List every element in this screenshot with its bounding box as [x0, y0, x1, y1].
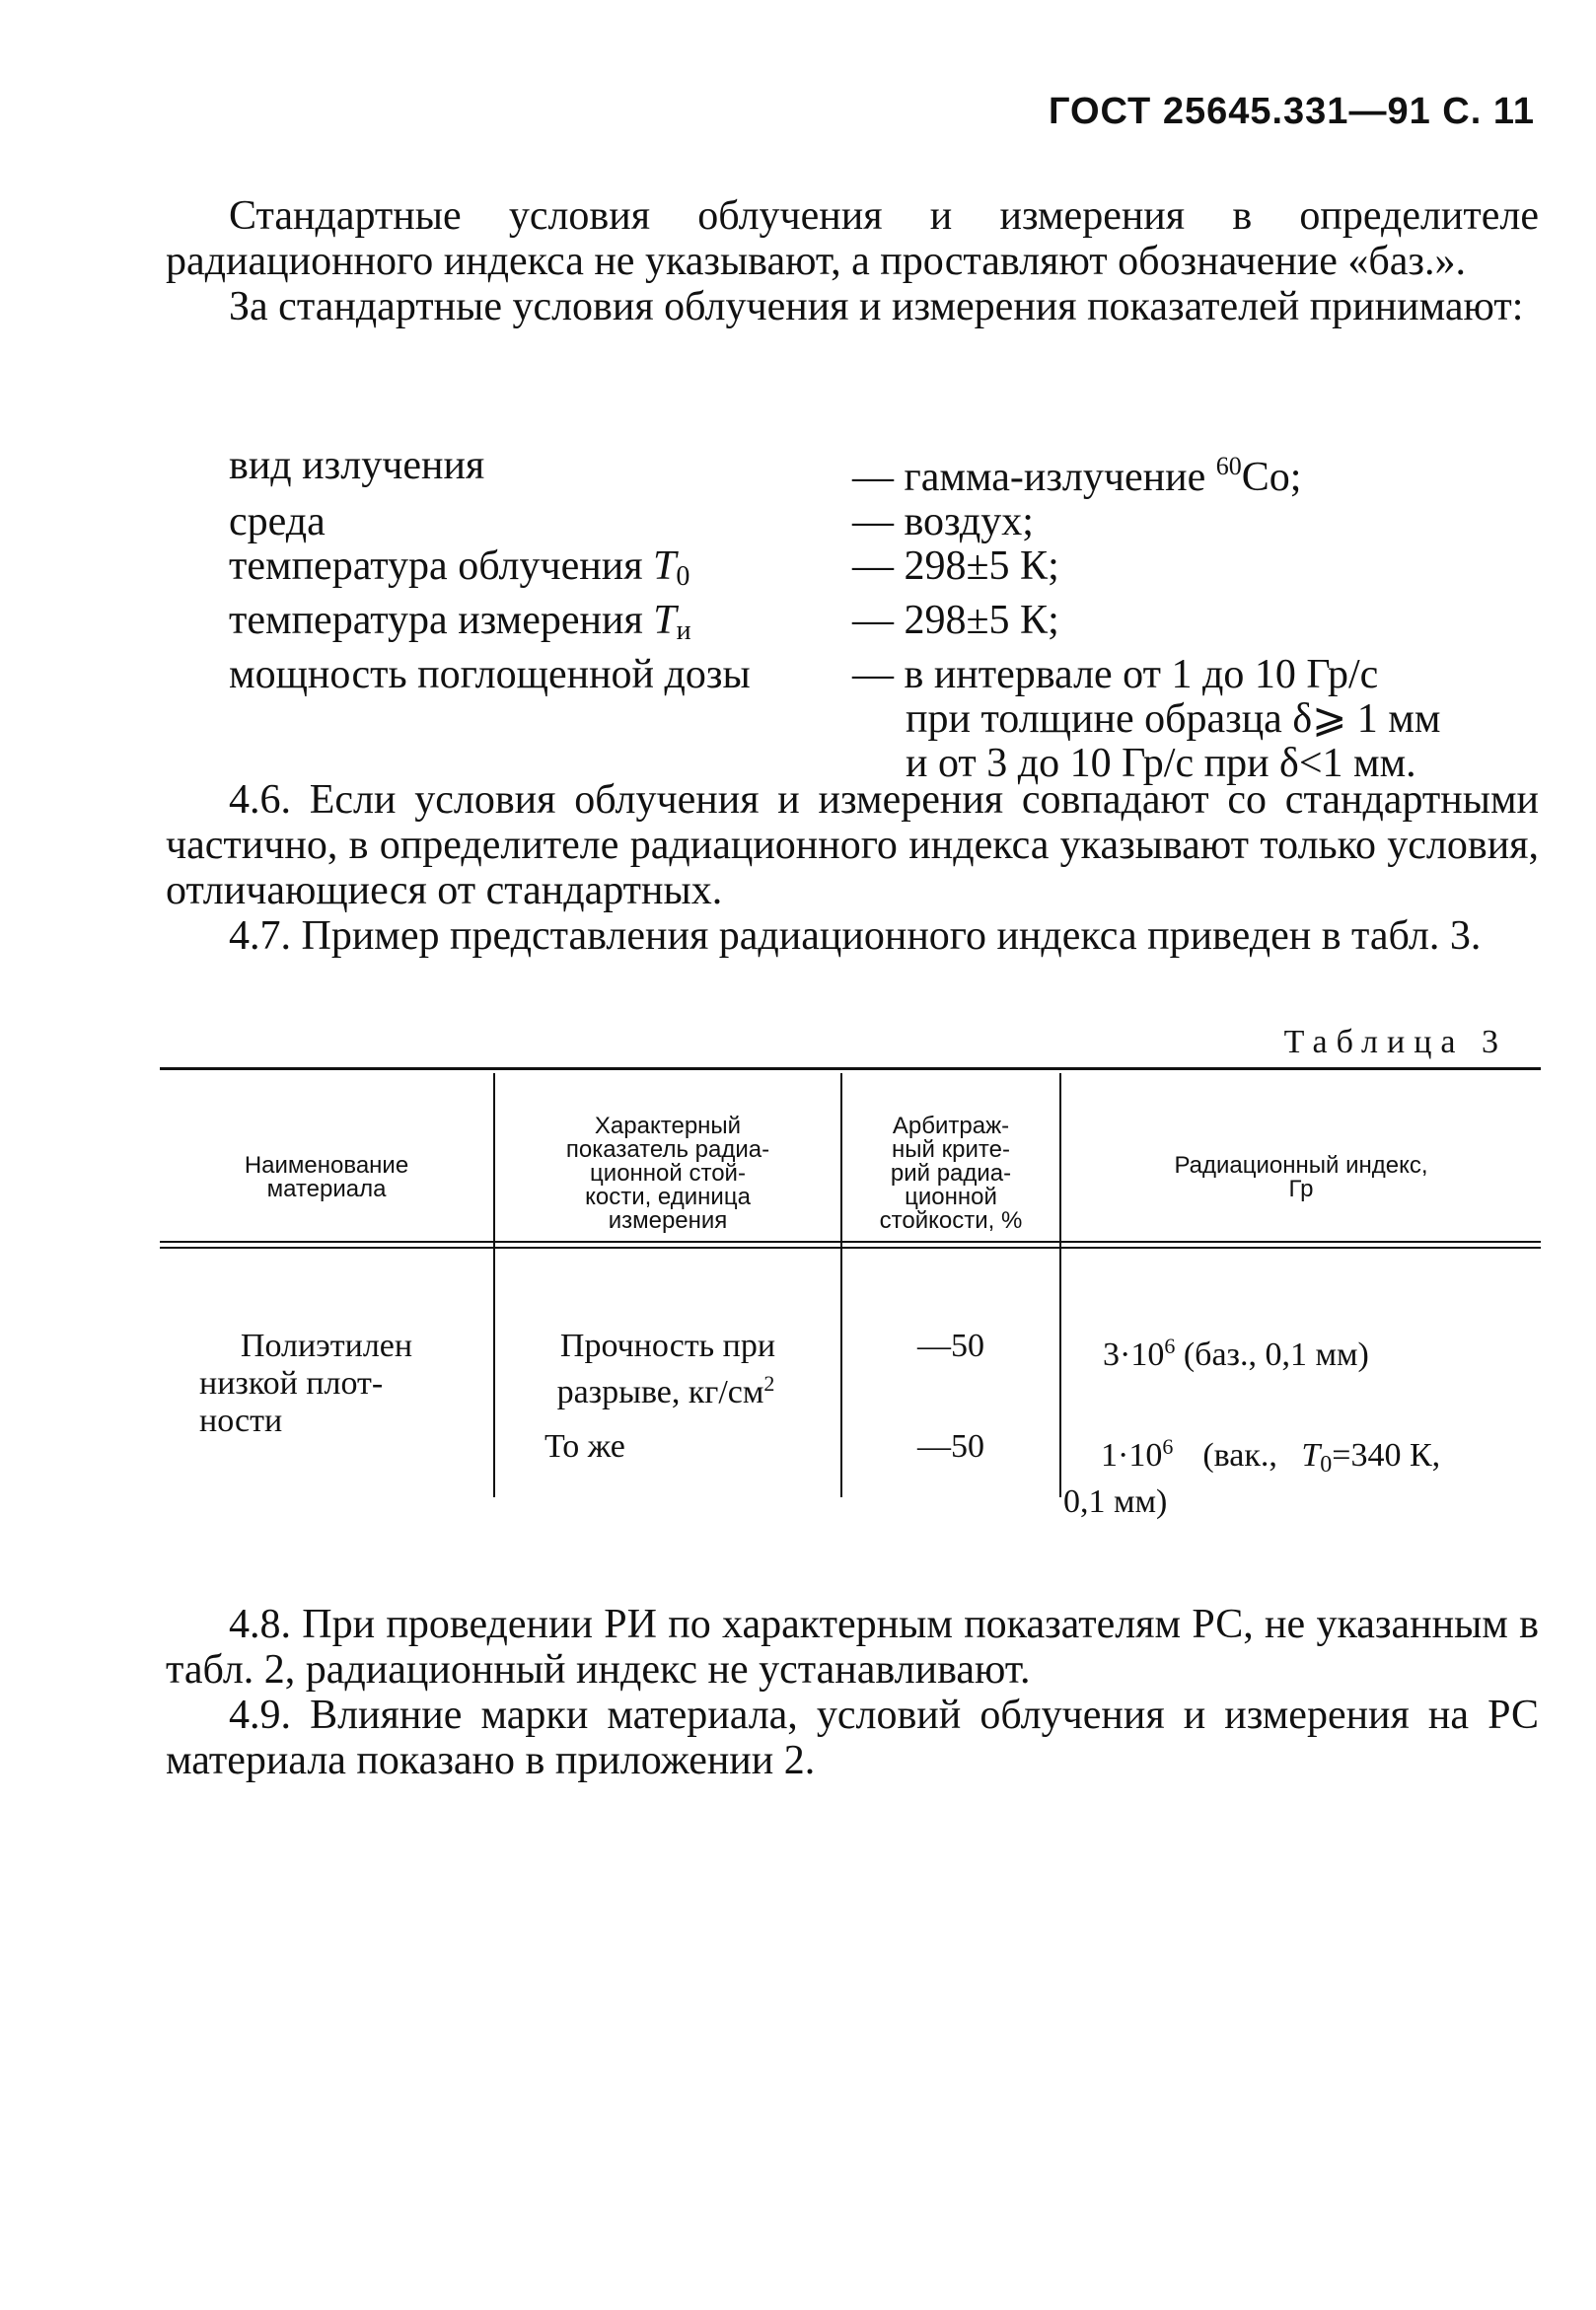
intro-paragraph-2: За стандартные условия облучения и измерения показателей принимают: — [229, 284, 1524, 329]
cell-material: Полиэтилен низкой плот- ности — [199, 1328, 413, 1439]
cell-radiation-index: $3\cdot 10^6$ (баз., 0,1 мм) — [1103, 1334, 1369, 1373]
condition-value: — в интервале от 1 до 10 Гр/с — [852, 652, 1379, 697]
condition-name: среда — [229, 499, 326, 544]
table-top-rule — [160, 1067, 1541, 1070]
header-radiation-index: Радиационный индекс, Гр — [1174, 1152, 1428, 1202]
table-3 — [160, 1067, 1541, 1520]
section-4-9: 4.9. Влияние марки материала, условий облучения и измерения на РС материала показано в приложении 2. — [166, 1693, 1539, 1783]
intro-block — [166, 193, 1539, 329]
table-caption: Таблица 3 — [1283, 1024, 1507, 1060]
section-4-8: 4.8. При проведении РИ по характерным показателям РС, не указанным в табл. 2, радиационный индекс не устанавливают. — [166, 1602, 1539, 1693]
cell-criterion: —50 — [917, 1428, 984, 1465]
sections-4-6-4-7 — [166, 777, 1539, 959]
condition-value: — 298±5 К; — [852, 598, 1059, 643]
page-header: ГОСТ 25645.331—91 С. 11 — [1048, 91, 1535, 132]
section-4-7: 4.7. Пример представления радиационного индекса приведен в табл. 3. — [229, 913, 1482, 959]
condition-row — [229, 653, 1551, 697]
condition-value: — гамма-излучение $^{60}$Co; — [852, 452, 1302, 500]
header-criterion: Арбитраж- ный крите- рий радиа- ционной стойкости, % — [879, 1113, 1023, 1234]
condition-name: температура облучения $T_0$ — [229, 543, 690, 592]
condition-value-continuation: при толщине образца δ⩾ 1 мм — [906, 696, 1441, 742]
table-column-divider — [1059, 1073, 1061, 1497]
condition-row — [229, 500, 1551, 544]
cell-criterion: —50 — [917, 1328, 984, 1364]
table-header-rule — [160, 1247, 1541, 1249]
cell-indicator: Прочность при разрыве, $кг/см^2$ — [556, 1328, 776, 1410]
condition-name: температура измерения $T_и$ — [229, 598, 691, 646]
intro-paragraph-1: Стандартные условия облучения и измерения в определителе радиационного индекса не указывают, а проставляют обозначение «баз.». — [166, 193, 1539, 284]
condition-row — [229, 544, 1551, 599]
cell-indicator: То же — [544, 1428, 625, 1465]
header-indicator: Характерный показатель радиа- ционной стой- кости, единица измерения — [565, 1113, 770, 1234]
header-material: Наименование материала — [244, 1152, 409, 1202]
section-4-6: 4.6. Если условия облучения и измерения совпадают со стандартными частично, в определителе радиационного индекса указывают только условия, отличающиеся от стандартных. — [166, 777, 1539, 913]
standard-conditions-list — [229, 444, 1551, 786]
condition-name: вид излучения — [229, 443, 485, 488]
sections-4-8-4-9 — [166, 1602, 1539, 1783]
condition-value: — воздух; — [852, 499, 1034, 544]
condition-name: мощность поглощенной дозы — [229, 652, 751, 697]
condition-value-continuation: и от 3 до 10 Гр/с при δ<1 мм. — [906, 741, 1416, 786]
condition-value: — 298±5 К; — [852, 543, 1059, 589]
table-header-rule — [160, 1241, 1541, 1243]
condition-row — [229, 444, 1551, 500]
condition-row — [229, 599, 1551, 653]
cell-radiation-index: $1\cdot 10^6$ (вак., $T_0=340$ К, 0,1 мм) — [1063, 1434, 1441, 1520]
